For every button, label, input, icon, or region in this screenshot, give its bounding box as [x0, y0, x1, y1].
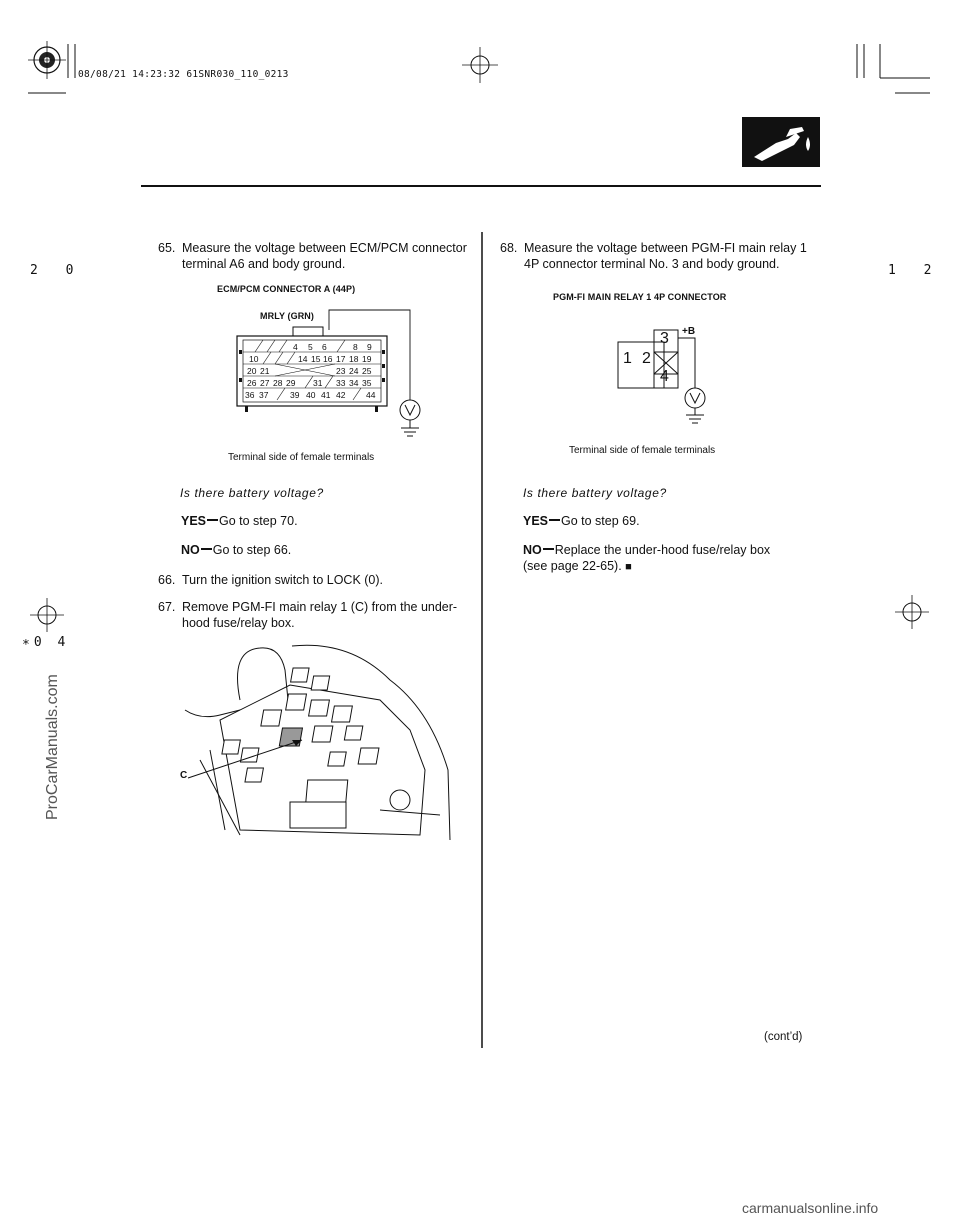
terminal-31: 31 — [313, 378, 323, 388]
step-67: 67. Remove PGM-FI main relay 1 (C) from the under- hood fuse/relay box. — [158, 600, 458, 630]
terminal-39: 39 — [290, 390, 300, 400]
terminal-36: 36 — [245, 390, 255, 400]
continued-label: (cont’d) — [764, 1031, 803, 1043]
ecm-caption: Terminal side of female terminals — [228, 452, 375, 463]
terminal-14: 14 — [298, 354, 308, 364]
ecm-terminal-numbers — [225, 300, 385, 410]
terminal-42: 42 — [336, 390, 346, 400]
yes-text: Go to step 69. — [561, 514, 640, 528]
terminal-6: 6 — [322, 342, 327, 352]
target-mark-top-left — [28, 41, 66, 79]
relay-connector-title: PGM-FI MAIN RELAY 1 4P CONNECTOR — [553, 292, 727, 302]
yes-label: YES — [181, 514, 207, 528]
left-question: Is there battery voltage? — [180, 486, 324, 500]
crosshair-top-center — [462, 47, 498, 83]
terminal-33: 33 — [336, 378, 346, 388]
terminal-9: 9 — [367, 342, 372, 352]
terminal-35: 35 — [362, 378, 372, 388]
right-no-answer-line2 — [523, 559, 632, 573]
fuse-box-illustration — [180, 640, 455, 840]
terminal-24: 24 — [349, 366, 359, 376]
terminal-37: 37 — [259, 390, 269, 400]
terminal-25: 25 — [362, 366, 372, 376]
terminal-21: 21 — [260, 366, 270, 376]
yes-text: Go to step 70. — [219, 514, 298, 528]
ecm-connector-title: ECM/PCM CONNECTOR A (44P) — [217, 284, 356, 294]
watermark-vertical: ProCarManuals.com — [44, 674, 61, 820]
watermark-bottom: carmanualsonline.info — [742, 1200, 879, 1216]
terminal-18: 18 — [349, 354, 359, 364]
terminal-19: 19 — [362, 354, 372, 364]
terminal-8: 8 — [353, 342, 358, 352]
terminal-17: 17 — [336, 354, 346, 364]
relay-terminal-2: 2 — [642, 350, 651, 367]
relay-terminal-4: 4 — [660, 368, 669, 385]
left-no-answer — [181, 543, 291, 557]
margin-digits-left-bottom: ∗0 4 — [22, 635, 70, 650]
print-timestamp: 08/08/21 14:23:32 61SNR030_110_0213 — [78, 69, 289, 80]
terminal-23: 23 — [336, 366, 346, 376]
right-no-answer — [523, 543, 770, 557]
terminal-10: 10 — [249, 354, 259, 364]
relay-caption: Terminal side of female terminals — [569, 445, 716, 456]
callout-c: C — [180, 770, 188, 781]
crosshair-right-middle — [895, 595, 929, 629]
terminal-44: 44 — [366, 390, 376, 400]
relay-terminal-1: 1 — [623, 350, 632, 367]
terminal-41: 41 — [321, 390, 331, 400]
margin-digits-left-top: 2 0 — [30, 263, 84, 278]
step-68: 68. Measure the voltage between PGM-FI main relay 1 4P connector terminal No. 3 and body ground. — [500, 241, 807, 271]
right-question: Is there battery voltage? — [523, 486, 667, 500]
left-yes-answer — [181, 514, 298, 528]
mrly-wire-label: MRLY (GRN) — [260, 311, 315, 321]
terminal-29: 29 — [286, 378, 296, 388]
end-of-procedure-mark: ■ — [625, 561, 632, 573]
terminal-16: 16 — [323, 354, 333, 364]
step-66: 66. Turn the ignition switch to LOCK (0). — [158, 573, 384, 587]
no-label: NO — [523, 543, 542, 557]
terminal-4: 4 — [293, 342, 298, 352]
step-65: 65. Measure the voltage between ECM/PCM connector terminal A6 and body ground. — [158, 241, 467, 271]
terminal-28: 28 — [273, 378, 283, 388]
terminal-5: 5 — [308, 342, 313, 352]
plus-b-label: +B — [682, 326, 696, 337]
terminal-20: 20 — [247, 366, 257, 376]
yes-label: YES — [523, 514, 549, 528]
no-text: Go to step 66. — [212, 543, 292, 557]
right-yes-answer — [523, 514, 640, 528]
terminal-40: 40 — [306, 390, 316, 400]
no-text-line1: Replace the under-hood fuse/relay box — [554, 543, 771, 557]
terminal-15: 15 — [311, 354, 321, 364]
no-text-line2: (see page 22-65). — [523, 559, 622, 573]
relay-terminal-3: 3 — [660, 330, 669, 347]
terminal-27: 27 — [260, 378, 270, 388]
margin-digits-right-top: 1 2 — [888, 263, 942, 278]
crosshair-left-middle — [30, 598, 64, 632]
terminal-26: 26 — [247, 378, 257, 388]
terminal-34: 34 — [349, 378, 359, 388]
no-label: NO — [181, 543, 200, 557]
fuel-nozzle-icon — [742, 117, 820, 167]
